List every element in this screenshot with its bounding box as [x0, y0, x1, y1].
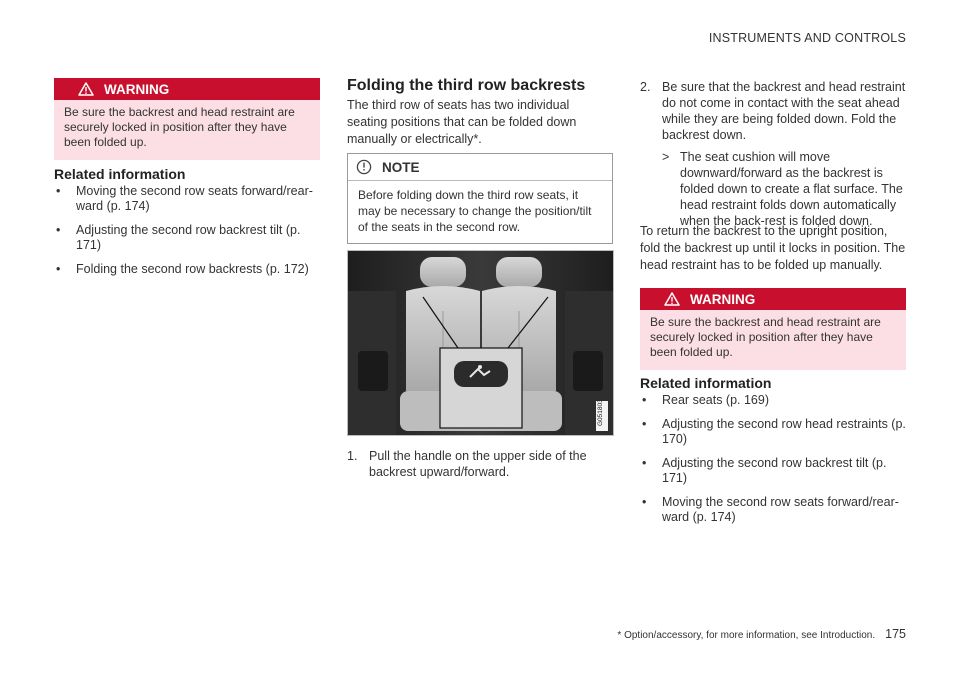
section-title: Folding the third row backrests — [347, 77, 586, 94]
step-1-text: Pull the handle on the upper side of the backrest upward/forward. — [369, 449, 587, 479]
related-info-heading-2: Related information — [640, 375, 772, 391]
related-link-backrest-tilt-2[interactable]: • Adjusting the second row backrest tilt (p. 171) — [640, 456, 906, 486]
info-icon — [356, 159, 372, 175]
note-box — [347, 153, 613, 244]
step-2-result-text: The seat cushion will move downward/forward as the backrest is folded down to create a flat surface. The head restraint folds down automatically when the back-rest is folded down. — [680, 150, 903, 228]
step-2-result — [662, 149, 906, 229]
figure-code: G051803 — [597, 399, 604, 426]
seat-illustration — [347, 250, 614, 436]
step-2-number: 2. — [640, 80, 651, 94]
related-link-moving-second-row-2[interactable]: • Moving the second row seats forward/rear-ward (p. 174) — [640, 495, 906, 525]
section-intro: The third row of seats has two individual seating positions that can be folded down manually or electrically*. — [347, 98, 577, 146]
left-related-information — [54, 166, 320, 286]
step-2 — [640, 79, 906, 229]
page-footer — [617, 627, 906, 641]
steps-list-part2 — [640, 79, 906, 229]
note-header — [348, 154, 612, 181]
right-related-information — [640, 375, 906, 534]
footnote: * Option/accessory, for more information, see Introduction. — [617, 630, 876, 641]
warning-triangle-icon — [664, 292, 680, 306]
related-link-backrest-tilt[interactable]: • Adjusting the second row backrest tilt (p. 171) — [54, 223, 320, 253]
left-warning-box — [54, 78, 320, 160]
warning-title: WARNING — [104, 81, 170, 97]
right-warning-box — [640, 288, 906, 370]
related-link-folding-second-row[interactable]: • Folding the second row backrests (p. 172) — [54, 262, 320, 277]
note-text: Before folding down the third row seats, it may be necessary to change the position/tilt of the seats in the second row. — [358, 188, 592, 234]
running-header: INSTRUMENTS AND CONTROLS — [708, 31, 906, 45]
related-info-list-2 — [640, 393, 906, 525]
related-link-moving-second-row[interactable]: • Moving the second row seats forward/rear-ward (p. 174) — [54, 184, 320, 214]
result-marker: > — [662, 150, 670, 164]
related-info-heading: Related information — [54, 166, 186, 182]
page-number: 175 — [885, 627, 906, 641]
related-link-head-restraints[interactable]: • Adjusting the second row head restraints (p. 170) — [640, 417, 906, 447]
steps-list-part1 — [347, 448, 609, 480]
warning-header-2 — [640, 288, 906, 310]
warning-triangle-icon — [78, 82, 94, 96]
warning-text: Be sure the backrest and head restraint are securely locked in position after they have been folded up. — [54, 100, 320, 160]
warning-text-2: Be sure the backrest and head restraint are securely locked in position after they have been folded up. — [640, 310, 906, 370]
related-link-rear-seats[interactable]: • Rear seats (p. 169) — [640, 393, 906, 408]
step-2-text: Be sure that the backrest and head restraint do not come in contact with the seat ahead while they are being folded down. Fold the backrest down. — [662, 80, 906, 142]
warning-header — [54, 78, 320, 100]
warning-title-2: WARNING — [690, 291, 756, 307]
related-info-list — [54, 184, 320, 277]
return-backrest-text: To return the backrest to the upright position, fold the backrest up until it locks in position. The head restraint has to be folded up manually. — [640, 224, 906, 272]
middle-column — [347, 77, 613, 148]
step-1-number: 1. — [347, 449, 358, 463]
note-title: NOTE — [382, 159, 420, 175]
third-row-seats-image — [348, 251, 613, 435]
step-1 — [347, 448, 609, 480]
